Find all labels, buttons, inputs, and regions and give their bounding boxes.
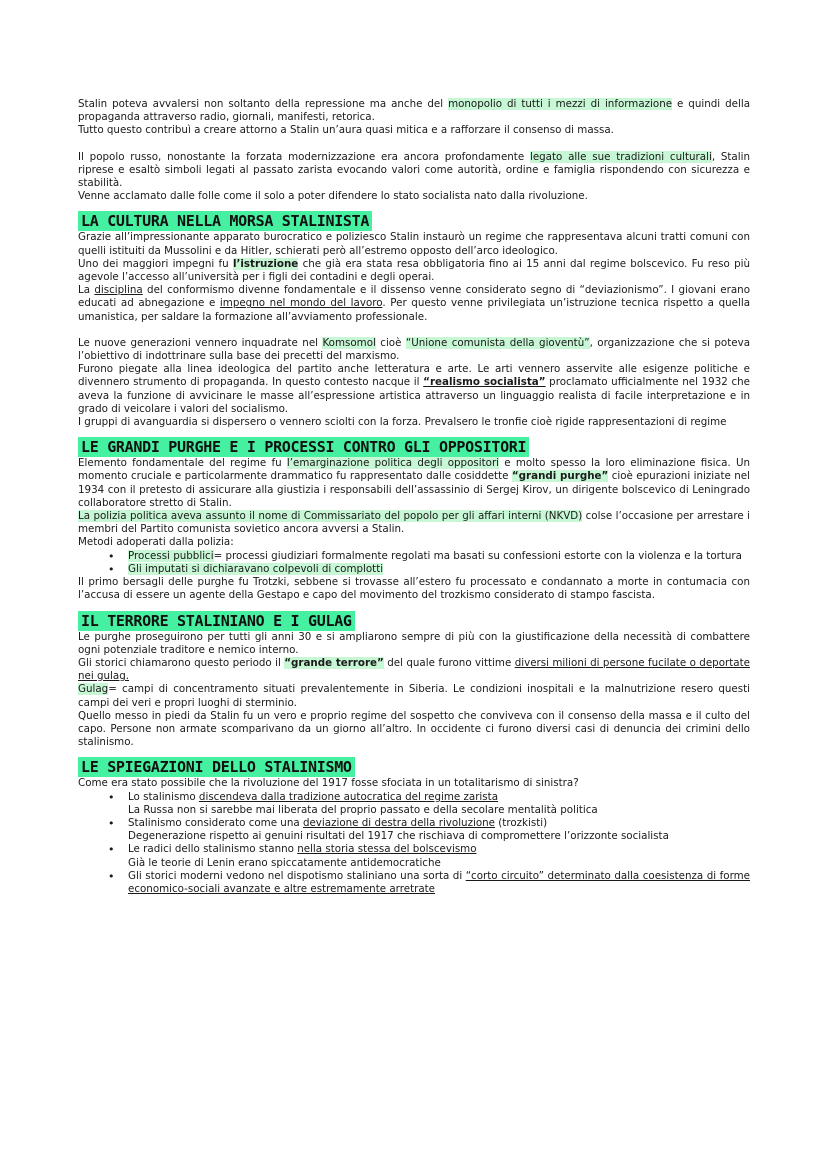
s1-paragraph-1: Grazie all’impressionante apparato burocratico e poliziesco Stalin instaurò un regime che rappresentava alcuni tratti comuni con quelli istituiti da Mussolini e da Hitler, schierati però all’estremo opposto dell’arco ideologico. [78,231,750,257]
highlight: “grande terrore” [284,656,384,669]
section-title-terrore: IL TERRORE STALINIANO E I GULAG [78,611,355,631]
text: cioè epurazioni iniziate nel 1934 con il pretesto di assicurare alla giustizia i responsabili dell’assassinio di Sergej Kirov, un dirigente bolscevico di Leningrado collaboratore stretto di Stalin. [78,470,750,509]
s3-paragraph-1: Le purghe proseguirono per tutti gli anni 30 e si ampliarono sempre di più con la giustificazione della necessità di combattere ogni potenziale traditore e nemico interno. [78,630,750,656]
text: = campi di concentramento situati prevalentemente in Siberia. Le condizioni inospitali e la malnutrizione resero questi campi dei veri e propri luoghi di sterminio. [78,683,750,709]
highlight: “Unione comunista della gioventù” [405,336,590,349]
explanations-list [78,791,750,897]
list-item [128,843,750,869]
text: e quindi della propaganda attraverso radio, giornali, manifesti, retorica. [78,98,750,124]
text: proclamato ufficialmente nel 1932 che aveva la funzione di avvicinare le masse all’espressione artistica attraverso un linguaggio realista di facile interpretazione e in grado di veicolare i valori del socialismo. [78,376,750,415]
text: Stalinismo considerato come una [128,816,303,829]
text: cioè [375,336,406,349]
text: Uno dei maggiori impegni fu [78,257,233,270]
text: del quale furono vittime [383,656,515,669]
text: e molto spesso la loro eliminazione fisica. Un momento cruciale e particolarmente drammatico fu rappresentato dalle cosiddette [78,457,751,483]
highlight: monopolio di tutti i mezzi di informazione [448,98,673,110]
list-item [128,550,750,563]
text: Elemento fondamentale del regime fu [78,457,287,470]
highlight: La polizia politica aveva assunto il nome di Commissariato del popolo per gli affari interni (NKVD) [78,510,583,523]
text: Il popolo russo, nonostante la forzata modernizzazione era ancora profondamente [78,150,530,163]
s2-paragraph-4: Il primo bersagli delle purghe fu Trotzki, sebbene si trovasse all’estero fu processato e condannato a morte in contumacia con l’accusa di essere un agente della Gestapo e capo del movimento del trozkismo considerato di stampo fascista. [78,576,750,602]
s1-paragraph-4 [78,337,750,363]
text: che già era stata resa obbligatoria fino ai 15 anni dal regime bolscevico. Fu reso più agevole l’accesso all’università per i figli dei contadini e degli operai. [78,257,750,284]
underlined: diversi milioni di persone fucilate o deportate nei gulag. [78,656,750,683]
underlined: disciplina [94,284,143,297]
text: Lo stalinismo [128,790,199,803]
text: , organizzazione che si poteva l’obiettivo di indottrinare sulla base dei precetti del marxismo. [78,336,751,363]
text: colse l’occasione per arrestare i membri del Partito comunista sovietico ancora avversi a Stalin. [78,510,750,536]
highlight: “grandi purghe” [511,470,609,483]
intro-paragraph-3 [78,151,750,191]
text: = processi giudiziari formalmente regolati ma basati su confessioni estorte con la violenza e la tortura [213,549,742,562]
intro-paragraph-1 [78,98,750,124]
text: del conformismo divenne fondamentale e il dissenso venne considerato segno di “deviazionismo”. I giovani erano educati ad abnegazione e [78,284,750,310]
s1-paragraph-6: I gruppi di avanguardia si dispersero o vennero sciolti con la forza. Prevalsero le tronfie cioè rigide rappresentazioni di regime [78,416,727,429]
list-item [128,817,750,843]
highlight: Gulag [78,683,109,696]
intro-paragraph-2: Tutto questo contribuì a creare attorno a Stalin un’aura quasi mitica e a rafforzare il consenso di massa. [78,124,614,137]
text: Già le teorie di Lenin erano spiccatamente antidemocratiche [128,856,441,869]
underlined: discendeva dalla tradizione autocratica del regime zarista [198,790,499,803]
text: (trozkisti) [495,816,548,829]
list-item [128,563,750,576]
text: Furono piegate alla linea ideologica del partito anche letteratura e arte. Le arti vennero asservite alle esigenze politiche e divennero strumento di propaganda. In questo contesto nacque il [78,363,750,389]
section-title-purghe: LE GRANDI PURGHE E I PROCESSI CONTRO GLI OPPOSITORI [78,437,529,457]
text: La Russa non si sarebbe mai liberata del proprio passato e della secolare mentalità politica [128,803,598,816]
underlined: “corto circuito” determinato dalla coesistenza di forme economico-sociali avanzate e altre estremamente arretrate [128,869,750,895]
text: . Per questo venne privilegiata un’istruzione tecnica rispetto a quella umanistica, per saldare la formazione all’avviamento professionale. [78,297,751,323]
text: La [78,284,95,297]
highlight: Komsomol [322,336,376,349]
highlight: legato alle sue tradizioni culturali [529,150,712,163]
text: Le radici dello stalinismo stanno [128,843,298,856]
s1-paragraph-5 [78,363,750,416]
underlined: impegno nel mondo del lavoro [219,297,383,310]
text: Degenerazione rispetto ai genuini risultati del 1917 che rischiava di compromettere l’orizzonte socialista [128,830,669,843]
section-title-cultura: LA CULTURA NELLA MORSA STALINISTA [78,211,372,231]
text: Gli storici moderni vedono nel dispotismo staliniano una sorta di [128,869,466,882]
list-item [128,870,750,896]
s2-paragraph-1 [78,457,750,510]
s1-paragraph-3 [78,284,750,324]
underlined: nella storia stessa del bolscevismo [297,843,477,856]
s2-paragraph-2 [78,510,750,536]
text: Stalin poteva avvalersi non soltanto della repressione ma anche del [78,98,449,110]
underlined: deviazione di destra della rivoluzione [302,816,496,829]
highlight: l’istruzione [232,257,299,270]
s2-paragraph-3: Metodi adoperati dalla polizia: [78,536,234,549]
s4-paragraph-1: Come era stato possibile che la rivoluzione del 1917 fosse sfociata in un totalitarismo di sinistra? [78,777,579,790]
document-page [78,98,750,896]
s3-paragraph-4: Quello messo in piedi da Stalin fu un vero e proprio regime del sospetto che conviveva con il consenso della massa e il culto del capo. Persone non armate scomparivano da un giorno all’altro. In occidente ci furono diversi casi di denuncia dei crimini dello stalinismo. [78,709,750,749]
text: Le nuove generazioni vennero inquadrate nel [78,336,323,349]
intro-paragraph-4: Venne acclamato dalle folle come il solo a poter difendere lo stato socialista nato dalla rivoluzione. [78,190,588,203]
methods-list [78,550,750,576]
s3-paragraph-2 [78,657,750,683]
s1-paragraph-2 [78,258,750,284]
list-item [128,791,750,817]
highlight: l’emarginazione politica degli oppositori [286,457,500,470]
section-title-spiegazioni: LE SPIEGAZIONI DELLO STALINISMO [78,757,355,777]
highlight: Processi pubblici [128,549,214,562]
underlined-bold: “realismo socialista” [423,376,546,389]
text: , Stalin riprese e esaltò simboli legati al passato zarista evocando valori come autorità, ordine e famiglia rispondendo con sicurezza e stabilità. [78,150,750,190]
text: Gli storici chiamarono questo periodo il [78,656,285,669]
highlight: Gli imputati si dichiaravano colpevoli di complotti [128,562,384,575]
s3-paragraph-3 [78,683,750,709]
